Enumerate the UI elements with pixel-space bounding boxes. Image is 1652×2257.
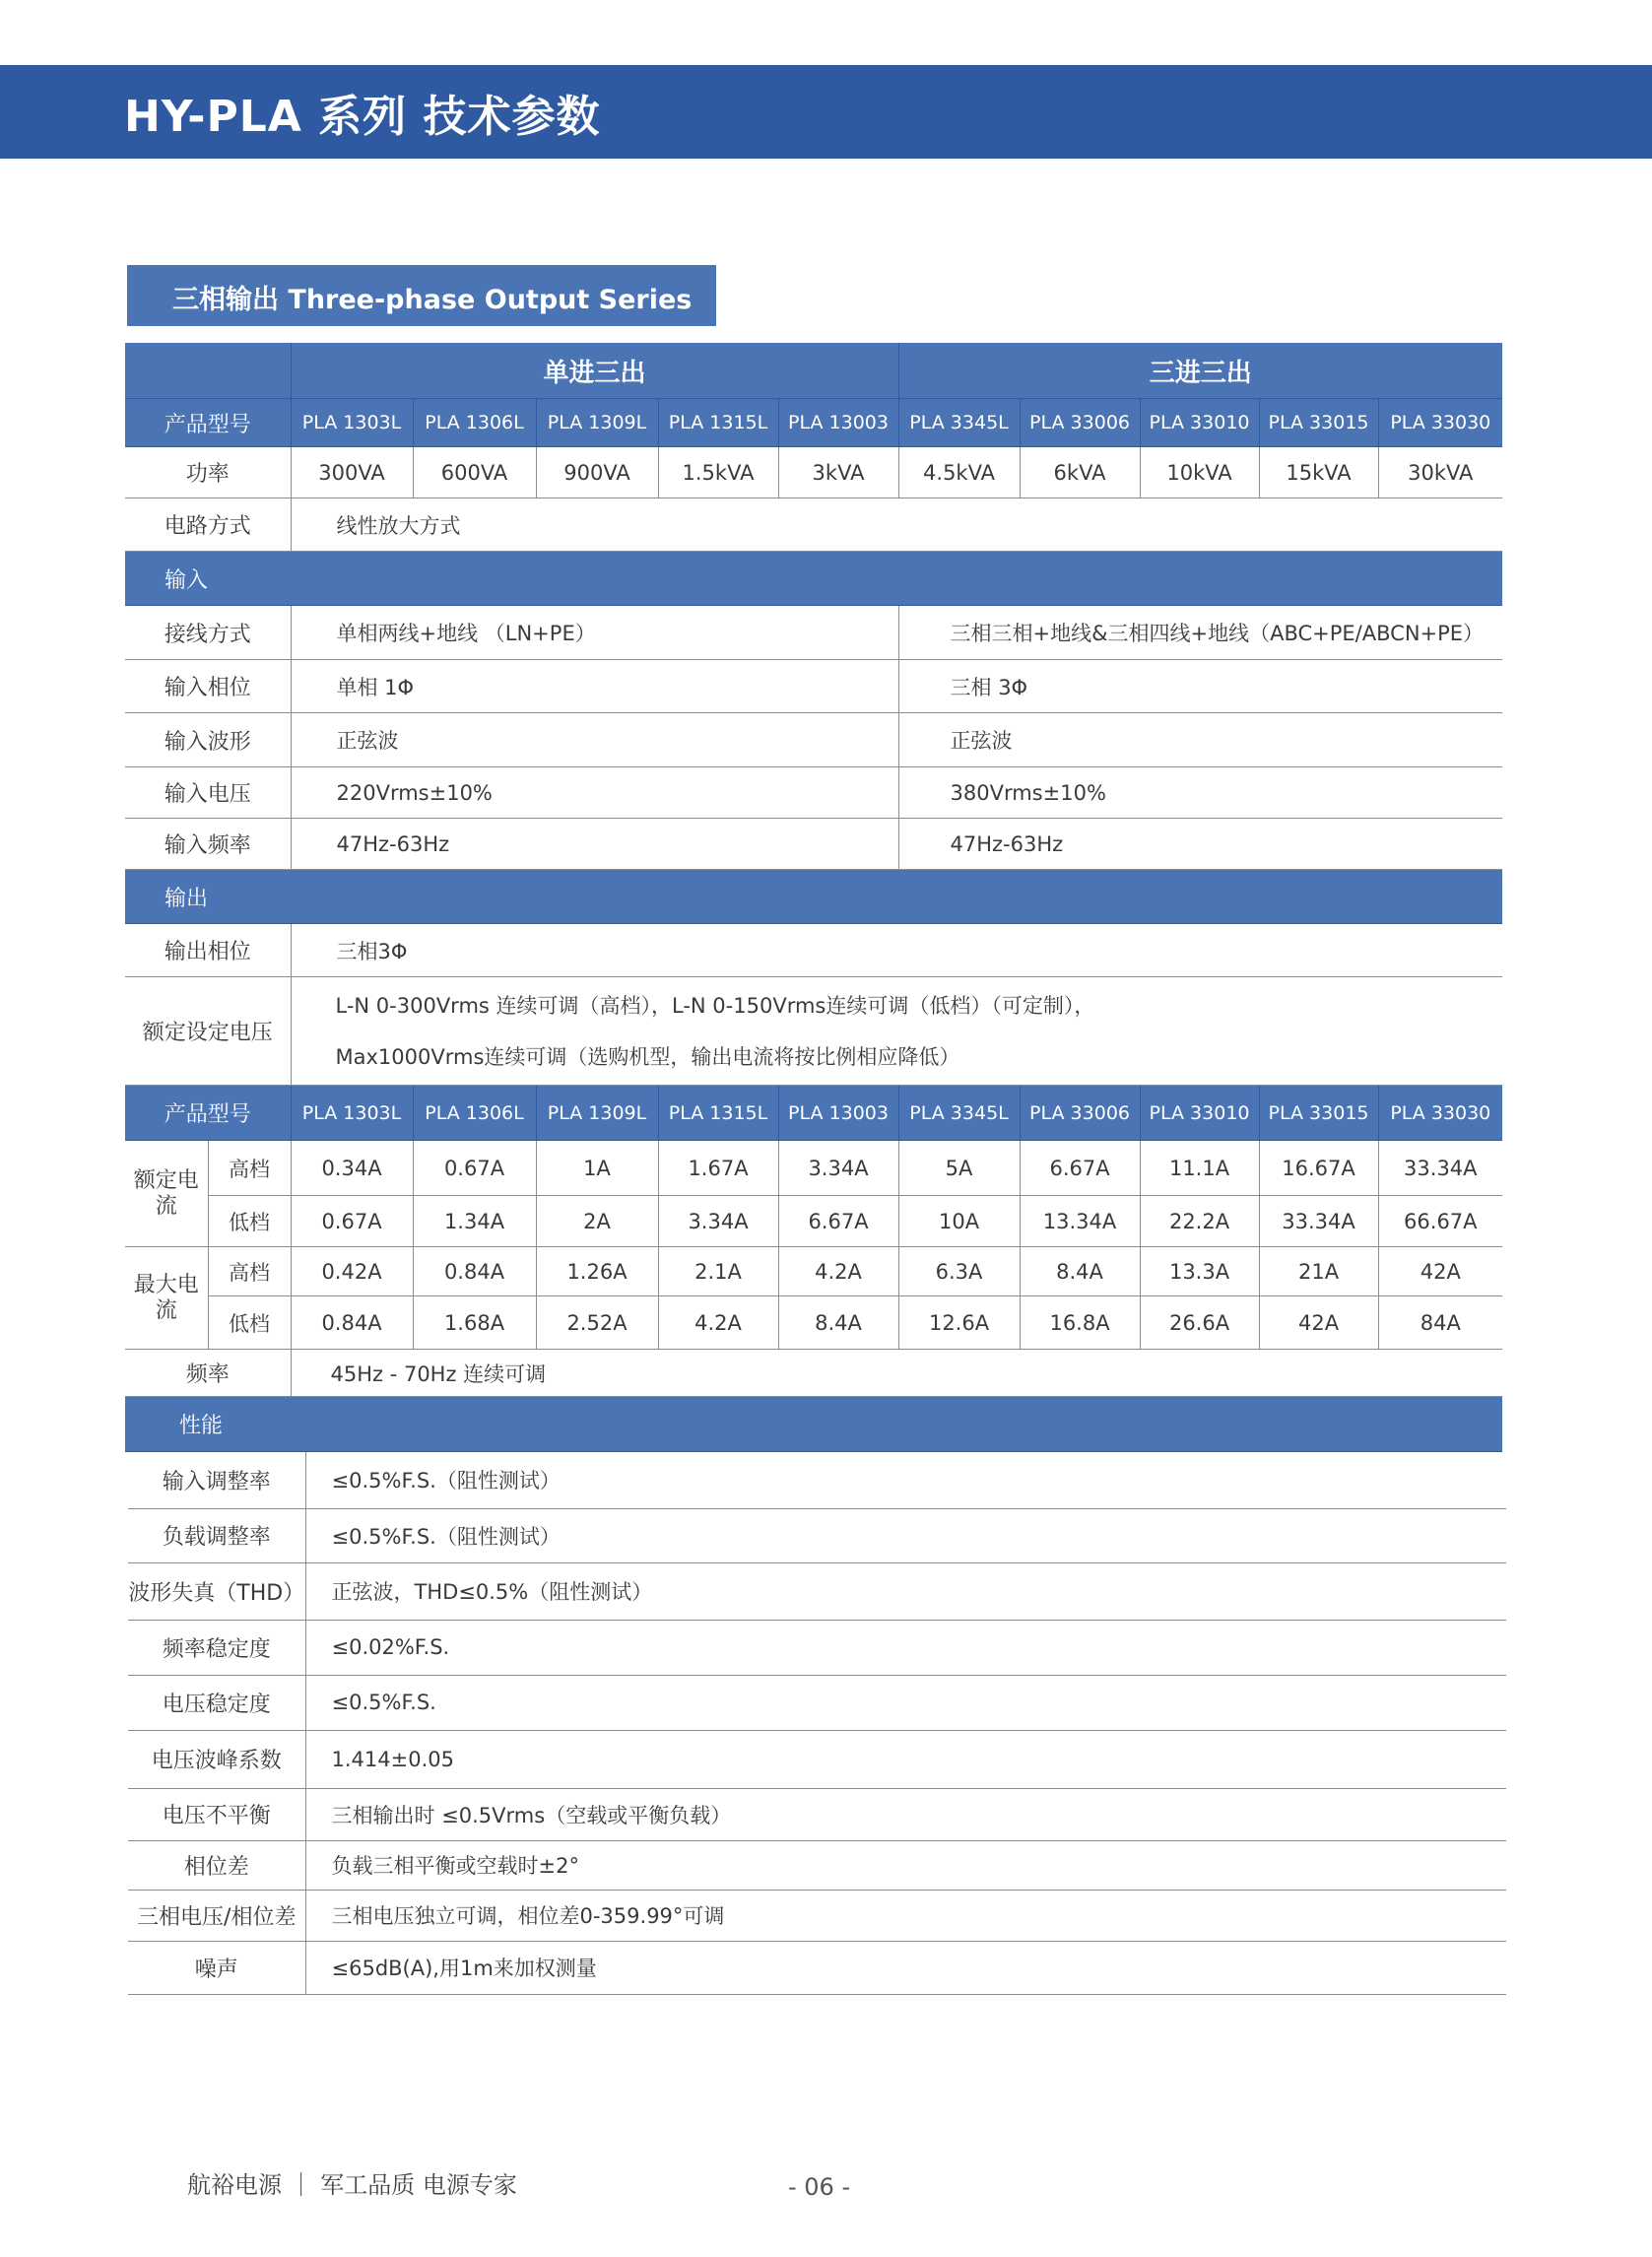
- performance-section-header: [125, 1397, 1502, 1452]
- model-cell: PLA 3345L: [898, 1086, 1020, 1141]
- current-cell: 0.84A: [413, 1247, 536, 1296]
- model-cell: PLA 1315L: [658, 399, 778, 447]
- output-section-header: [125, 870, 1502, 924]
- performance-value: ≤0.5%F.S.（阻性测试）: [305, 1508, 1506, 1562]
- input-label: 输入相位: [125, 660, 291, 713]
- input-three-value: 47Hz-63Hz: [898, 819, 1502, 870]
- current-cell: 12.6A: [898, 1296, 1020, 1350]
- current-cell: 3.34A: [658, 1196, 778, 1247]
- model-label: 产品型号: [125, 1086, 291, 1141]
- performance-label: 电压稳定度: [128, 1675, 305, 1730]
- input-three-value: 三相 3Φ: [898, 660, 1502, 713]
- model-cell: PLA 13003: [778, 1086, 898, 1141]
- input-section-header: [125, 552, 1502, 606]
- performance-label: 电压波峰系数: [128, 1730, 305, 1788]
- output-phase-value: 三相3Φ: [291, 924, 1502, 977]
- current-cell: 10A: [898, 1196, 1020, 1247]
- current-cell: 66.67A: [1378, 1196, 1502, 1247]
- input-single-value: 正弦波: [291, 713, 898, 767]
- performance-value: ≤0.02%F.S.: [305, 1620, 1506, 1675]
- performance-label: 噪声: [128, 1941, 305, 1994]
- performance-value: 1.414±0.05: [305, 1730, 1506, 1788]
- current-cell: 6.3A: [898, 1247, 1020, 1296]
- input-three-value: 380Vrms±10%: [898, 767, 1502, 819]
- power-cell: 600VA: [413, 447, 536, 498]
- circuit-label: 电路方式: [125, 498, 291, 552]
- current-cell: 8.4A: [778, 1296, 898, 1350]
- current-cell: 1A: [536, 1141, 658, 1196]
- current-cell: 1.26A: [536, 1247, 658, 1296]
- current-cell: 16.67A: [1259, 1141, 1378, 1196]
- performance-row: [128, 1730, 1506, 1788]
- performance-value: 正弦波，THD≤0.5%（阻性测试）: [305, 1562, 1506, 1620]
- input-label: 输入频率: [125, 819, 291, 870]
- current-cell: 21A: [1259, 1247, 1378, 1296]
- performance-label: 输入调整率: [128, 1452, 305, 1508]
- current-cell: 2A: [536, 1196, 658, 1247]
- input-header: 输入: [125, 552, 1502, 606]
- model-cell: PLA 33030: [1378, 399, 1502, 447]
- performance-label: 相位差: [128, 1840, 305, 1890]
- model-cell: PLA 1303L: [291, 1086, 413, 1141]
- model-cell: PLA 33010: [1140, 399, 1259, 447]
- group-three-in: 三进三出: [898, 343, 1502, 399]
- performance-table: [128, 1452, 1506, 1995]
- performance-row: [128, 1788, 1506, 1840]
- output-voltage-line-2: Max1000Vrms连续可调（选购机型，输出电流将按比例相应降低）: [335, 1044, 960, 1069]
- model-cell: PLA 33010: [1140, 1086, 1259, 1141]
- current-cell: 4.2A: [778, 1247, 898, 1296]
- max-current-high-label: 高档: [208, 1247, 291, 1296]
- current-cell: 0.67A: [413, 1141, 536, 1196]
- power-cell: 4.5kVA: [898, 447, 1020, 498]
- model-cell: PLA 13003: [778, 399, 898, 447]
- model-cell: PLA 1315L: [658, 1086, 778, 1141]
- power-cell: 30kVA: [1378, 447, 1502, 498]
- power-label: 功率: [125, 447, 291, 498]
- current-cell: 5A: [898, 1141, 1020, 1196]
- input-row: [125, 713, 1502, 767]
- model-row: [125, 399, 1502, 447]
- performance-value: 三相电压独立可调，相位差0-359.99°可调: [305, 1890, 1506, 1941]
- performance-row: [128, 1941, 1506, 1994]
- power-cell: 300VA: [291, 447, 413, 498]
- performance-row: [128, 1620, 1506, 1675]
- output-phase-row: [125, 924, 1502, 977]
- max-current-low-row: [125, 1296, 1502, 1350]
- input-three-value: 正弦波: [898, 713, 1502, 767]
- power-cell: 900VA: [536, 447, 658, 498]
- performance-row: [128, 1452, 1506, 1508]
- current-cell: 33.34A: [1259, 1196, 1378, 1247]
- rated-current-low-row: [125, 1196, 1502, 1247]
- current-cell: 2.1A: [658, 1247, 778, 1296]
- model-cell: PLA 33015: [1259, 399, 1378, 447]
- performance-value: ≤0.5%F.S.: [305, 1675, 1506, 1730]
- frequency-row: [125, 1350, 1502, 1397]
- current-cell: 42A: [1259, 1296, 1378, 1350]
- model-label: 产品型号: [125, 399, 291, 447]
- footer-brand: 航裕电源 ｜ 军工品质 电源专家: [187, 2171, 517, 2199]
- max-current-label: 最大电流: [125, 1247, 208, 1350]
- current-cell: 2.52A: [536, 1296, 658, 1350]
- current-cell: 6.67A: [1020, 1141, 1140, 1196]
- model-cell: PLA 1309L: [536, 1086, 658, 1141]
- output-phase-label: 输出相位: [125, 924, 291, 977]
- performance-label: 三相电压/相位差: [128, 1890, 305, 1941]
- rated-current-high-label: 高档: [208, 1141, 291, 1196]
- circuit-value: 线性放大方式: [291, 498, 1502, 552]
- current-cell: 84A: [1378, 1296, 1502, 1350]
- current-cell: 22.2A: [1140, 1196, 1259, 1247]
- performance-label: 波形失真（THD）: [128, 1562, 305, 1620]
- performance-label: 频率稳定度: [128, 1620, 305, 1675]
- input-single-value: 47Hz-63Hz: [291, 819, 898, 870]
- current-cell: 1.68A: [413, 1296, 536, 1350]
- model-cell: PLA 1309L: [536, 399, 658, 447]
- model-cell: PLA 1303L: [291, 399, 413, 447]
- performance-row: [128, 1508, 1506, 1562]
- power-cell: 6kVA: [1020, 447, 1140, 498]
- performance-row: [128, 1675, 1506, 1730]
- current-cell: 0.42A: [291, 1247, 413, 1296]
- circuit-row: [125, 498, 1502, 552]
- current-cell: 3.34A: [778, 1141, 898, 1196]
- group-header-row: [125, 343, 1502, 399]
- current-cell: 13.34A: [1020, 1196, 1140, 1247]
- model-cell: PLA 33006: [1020, 399, 1140, 447]
- output-voltage-label: 额定设定电压: [125, 977, 291, 1086]
- input-single-value: 单相 1Φ: [291, 660, 898, 713]
- current-cell: 42A: [1378, 1247, 1502, 1296]
- current-cell: 16.8A: [1020, 1296, 1140, 1350]
- input-label: 接线方式: [125, 606, 291, 660]
- group-single-in: 单进三出: [291, 343, 898, 399]
- performance-row: [128, 1840, 1506, 1890]
- performance-value: ≤0.5%F.S.（阻性测试）: [305, 1452, 1506, 1508]
- model-cell: PLA 1306L: [413, 399, 536, 447]
- output-voltage-line-1: L-N 0-300Vrms 连续可调（高档），L-N 0-150Vrms连续可调（低档）（可定制），: [335, 993, 1095, 1018]
- frequency-label: 频率: [125, 1350, 291, 1397]
- page-number: - 06 -: [788, 2173, 851, 2201]
- model-cell: PLA 3345L: [898, 399, 1020, 447]
- current-cell: 0.67A: [291, 1196, 413, 1247]
- input-single-value: 单相两线+地线 （LN+PE）: [291, 606, 898, 660]
- power-row: [125, 447, 1502, 498]
- performance-value: 三相输出时 ≤0.5Vrms（空载或平衡负载）: [305, 1788, 1506, 1840]
- section-title-tab: [127, 265, 716, 326]
- spec-table: [125, 343, 1502, 1452]
- performance-row: [128, 1562, 1506, 1620]
- current-cell: 26.6A: [1140, 1296, 1259, 1350]
- current-cell: 1.34A: [413, 1196, 536, 1247]
- max-current-high-row: [125, 1247, 1502, 1296]
- output-header: 输出: [125, 870, 1502, 924]
- title-bar: [0, 65, 1652, 159]
- input-label: 输入波形: [125, 713, 291, 767]
- power-cell: 15kVA: [1259, 447, 1378, 498]
- current-cell: 6.67A: [778, 1196, 898, 1247]
- model-row-repeat: [125, 1086, 1502, 1141]
- rated-current-low-label: 低档: [208, 1196, 291, 1247]
- output-voltage-value: [291, 977, 1502, 1086]
- current-cell: 8.4A: [1020, 1247, 1140, 1296]
- frequency-value: 45Hz - 70Hz 连续可调: [291, 1350, 1502, 1397]
- input-three-value: 三相三相+地线&三相四线+地线（ABC+PE/ABCN+PE）: [898, 606, 1502, 660]
- power-cell: 3kVA: [778, 447, 898, 498]
- performance-value: ≤65dB(A),用1m来加权测量: [305, 1941, 1506, 1994]
- current-cell: 4.2A: [658, 1296, 778, 1350]
- current-cell: 33.34A: [1378, 1141, 1502, 1196]
- model-cell: PLA 33015: [1259, 1086, 1378, 1141]
- rated-current-high-row: [125, 1141, 1502, 1196]
- performance-value: 负载三相平衡或空载时±2°: [305, 1840, 1506, 1890]
- model-cell: PLA 33030: [1378, 1086, 1502, 1141]
- output-voltage-row: [125, 977, 1502, 1086]
- input-single-value: 220Vrms±10%: [291, 767, 898, 819]
- performance-header: 性能: [125, 1397, 1502, 1452]
- model-cell: PLA 1306L: [413, 1086, 536, 1141]
- power-cell: 1.5kVA: [658, 447, 778, 498]
- input-row: [125, 660, 1502, 713]
- performance-row: [128, 1890, 1506, 1941]
- input-row: [125, 819, 1502, 870]
- input-label: 输入电压: [125, 767, 291, 819]
- spec-table-container: [125, 343, 1502, 1995]
- model-cell: PLA 33006: [1020, 1086, 1140, 1141]
- page-title: HY-PLA 系列 技术参数: [124, 92, 601, 142]
- current-cell: 1.67A: [658, 1141, 778, 1196]
- performance-label: 负载调整率: [128, 1508, 305, 1562]
- input-row: [125, 606, 1502, 660]
- rated-current-label: 额定电流: [125, 1141, 208, 1247]
- current-cell: 0.34A: [291, 1141, 413, 1196]
- current-cell: 13.3A: [1140, 1247, 1259, 1296]
- current-cell: 0.84A: [291, 1296, 413, 1350]
- current-cell: 11.1A: [1140, 1141, 1259, 1196]
- input-row: [125, 767, 1502, 819]
- power-cell: 10kVA: [1140, 447, 1259, 498]
- performance-label: 电压不平衡: [128, 1788, 305, 1840]
- section-title: 三相输出 Three-phase Output Series: [172, 285, 693, 315]
- max-current-low-label: 低档: [208, 1296, 291, 1350]
